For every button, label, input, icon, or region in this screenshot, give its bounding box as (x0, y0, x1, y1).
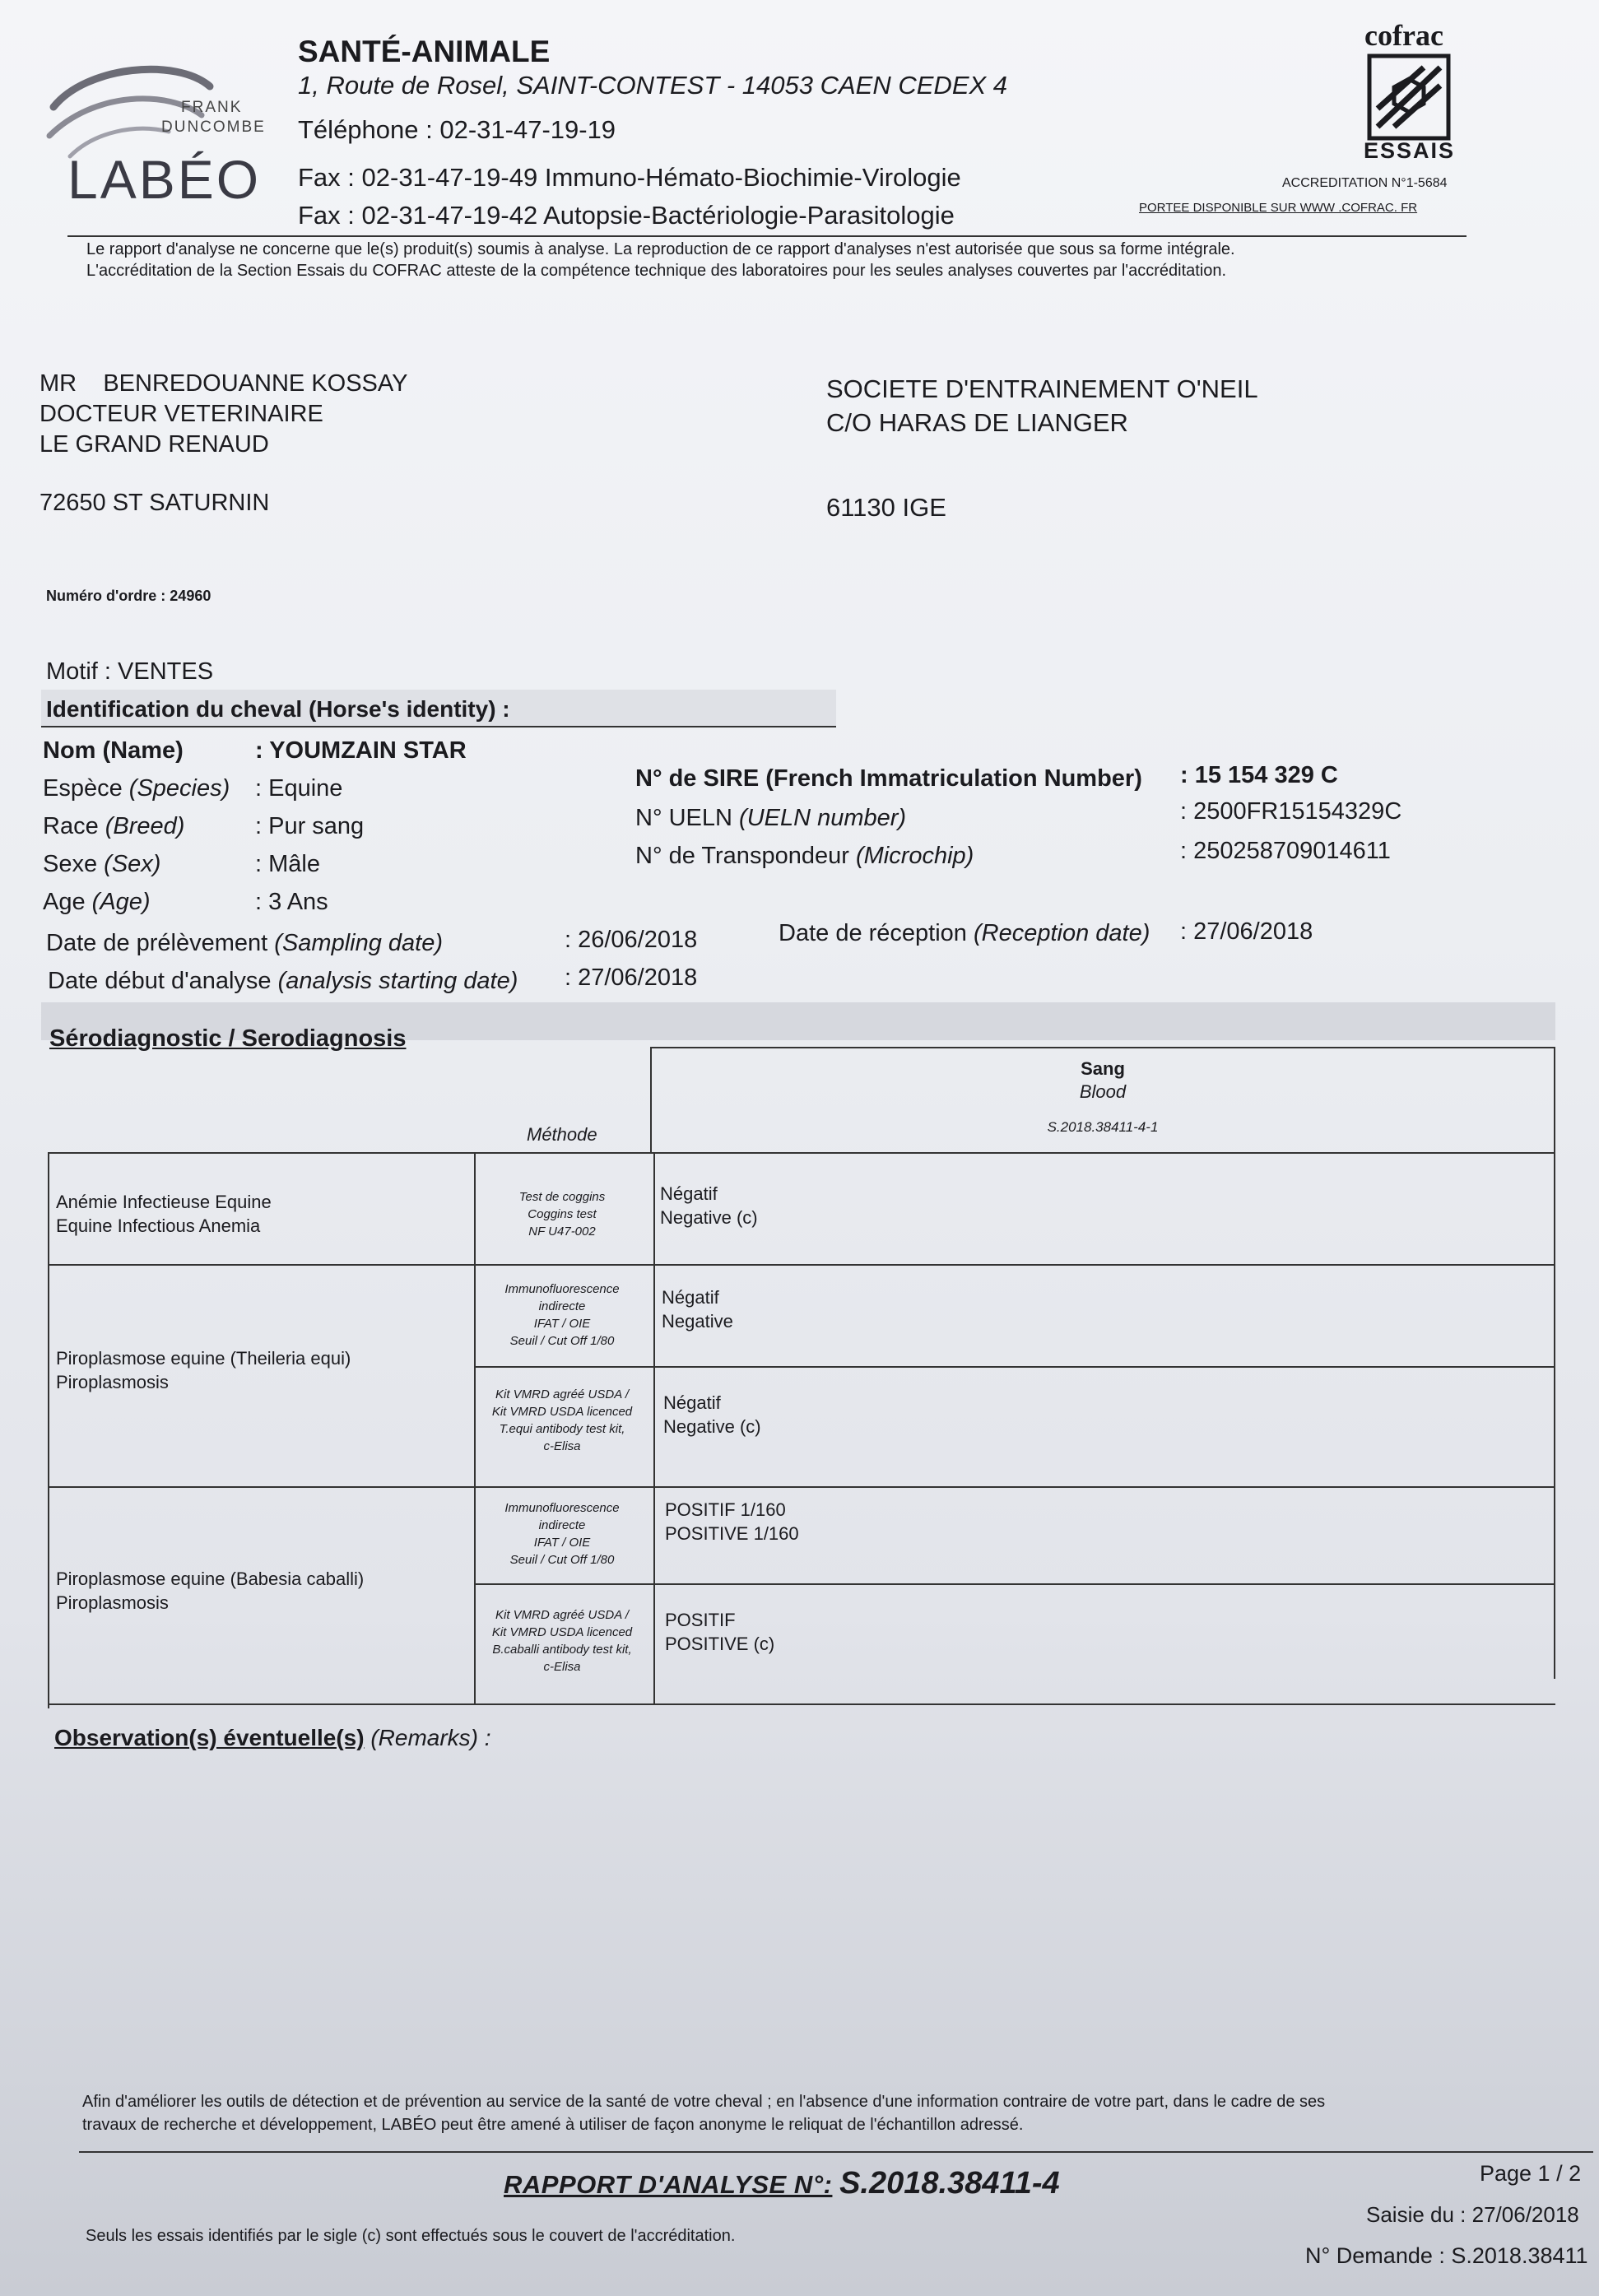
table-row (56, 1567, 364, 1615)
method-cell (477, 1386, 647, 1455)
recipient-line-3: LE GRAND RENAUD (40, 431, 269, 458)
lab-title: SANTÉ-ANIMALE (298, 35, 551, 68)
reception-label-en: (Reception date) (974, 920, 1150, 946)
method-line: c-Elisa (543, 1439, 581, 1453)
result-en: Negative (c) (660, 1207, 758, 1228)
sample-header: Sang (1081, 1058, 1125, 1079)
disclaimer-line-1: Le rapport d'analyse ne concerne que le(s) produit(s) soumis à analyse. La reproduction de ce rapport d'analyses n'est autorisée que sous sa forme intégrale. (86, 240, 1235, 258)
method-line: indirecte (538, 1518, 586, 1532)
method-line: IFAT / OIE (533, 1536, 591, 1550)
recipient-line-1: MR BENREDOUANNE KOSSAY (40, 370, 408, 397)
sire-value: : 15 154 329 C (1180, 762, 1338, 788)
method-cell (477, 1188, 647, 1240)
test-name-en: Piroplasmosis (56, 1372, 169, 1392)
sample-header-en: Blood (1079, 1081, 1127, 1102)
test-name-fr: Piroplasmose equine (Theileria equi) (56, 1348, 351, 1369)
report-number (504, 2166, 1060, 2201)
lab-address: 1, Route de Rosel, SAINT-CONTEST - 14053 CAEN CEDEX 4 (298, 71, 1008, 100)
sampling-label-en: (Sampling date) (274, 930, 443, 956)
method-header: Méthode (527, 1124, 597, 1145)
method-cell (477, 1606, 647, 1676)
method-line: Kit VMRD agréé USDA / (495, 1387, 629, 1401)
name-label: Nom (Name) (43, 737, 184, 764)
method-line: c-Elisa (543, 1660, 581, 1674)
start-label-fr: Date début d'analyse (48, 968, 272, 994)
method-line: Kit VMRD USDA licenced (491, 1405, 633, 1419)
footer-note-line-2: travaux de recherche et développement, LABÉO peut être amené à utiliser de façon anonyme le reliquat de l'échantillon adressé. (82, 2116, 1024, 2134)
result-en: Negative (c) (663, 1416, 761, 1437)
cofrac-essais: ESSAIS (1364, 138, 1456, 163)
result-en: POSITIVE (c) (665, 1634, 775, 1654)
result-cell (660, 1182, 758, 1229)
reception-date-value: : 27/06/2018 (1180, 918, 1313, 945)
owner-line-1: SOCIETE D'ENTRAINEMENT O'NEIL (826, 374, 1258, 403)
lab-fax-1: Fax : 02-31-47-19-49 Immuno-Hémato-Biochimie-Virologie (298, 163, 961, 192)
recipient-line-4: 72650 ST SATURNIN (40, 490, 270, 516)
age-label (43, 889, 151, 916)
remarks-label-en: (Remarks) : (370, 1725, 491, 1750)
ueln-value: : 2500FR15154329C (1180, 798, 1402, 825)
identity-title: Identification du cheval (Horse's identity) : (46, 696, 510, 722)
breed-label-en: (Breed) (105, 813, 185, 839)
test-name-fr: Piroplasmose equine (Babesia caballi) (56, 1569, 365, 1589)
sampling-date-value: : 26/06/2018 (565, 927, 698, 953)
lab-fax-2: Fax : 02-31-47-19-42 Autopsie-Bactériologie-Parasitologie (298, 201, 955, 230)
motif: Motif : VENTES (46, 658, 214, 685)
method-line: Immunofluorescence (504, 1282, 620, 1296)
breed-label-fr: Race (43, 813, 99, 839)
result-cell (665, 1498, 799, 1545)
result-cell (662, 1285, 733, 1333)
transponder-label-fr: N° de Transpondeur (635, 843, 849, 869)
cofrac-emblem-icon (1366, 51, 1452, 142)
header-rule (67, 235, 1467, 237)
sex-label-fr: Sexe (43, 851, 98, 877)
saisie-date: Saisie du : 27/06/2018 (1366, 2202, 1579, 2227)
owner-line-2: C/O HARAS DE LIANGER (826, 408, 1128, 437)
result-en: POSITIVE 1/160 (665, 1523, 799, 1544)
age-label-en: (Age) (91, 889, 151, 915)
method-line: Coggins test (528, 1207, 597, 1221)
species-value: : Equine (255, 775, 343, 802)
brand-frank: FRANK (181, 99, 243, 116)
ueln-label-fr: N° UELN (635, 805, 732, 831)
test-name-en: Piroplasmosis (56, 1592, 169, 1613)
method-line: Kit VMRD USDA licenced (491, 1625, 633, 1639)
sire-label: N° de SIRE (French Immatriculation Number) (635, 765, 1142, 792)
start-label-en: (analysis starting date) (277, 968, 518, 994)
method-line: B.caballi antibody test kit, (492, 1643, 632, 1657)
demande-number: N° Demande : S.2018.38411 (1305, 2243, 1588, 2268)
method-cell (477, 1499, 647, 1569)
brand-duncombe: DUNCOMBE (161, 119, 266, 136)
method-line: T.equi antibody test kit, (499, 1422, 625, 1436)
ueln-label (635, 805, 906, 832)
method-line: IFAT / OIE (533, 1317, 591, 1331)
result-en: Negative (662, 1311, 733, 1332)
start-date-value: : 27/06/2018 (565, 964, 698, 991)
accreditation-note: Seuls les essais identifiés par le sigle (c) sont effectués sous le couvert de l'accréditation. (86, 2227, 736, 2245)
transponder-label (635, 843, 974, 870)
ueln-label-en: (UELN number) (739, 805, 907, 831)
sex-label (43, 851, 160, 878)
remarks-label (54, 1725, 491, 1751)
age-label-fr: Age (43, 889, 86, 915)
method-line: NF U47-002 (528, 1225, 596, 1239)
species-label (43, 775, 230, 802)
portee-link[interactable]: PORTEE DISPONIBLE SUR WWW .COFRAC. FR (1139, 201, 1418, 215)
table-row (56, 1346, 351, 1394)
result-fr: POSITIF 1/160 (665, 1499, 786, 1520)
method-line: Seuil / Cut Off 1/80 (509, 1553, 615, 1567)
recipient-line-2: DOCTEUR VETERINAIRE (40, 401, 323, 427)
owner-address (826, 372, 1258, 524)
brand-labeo: LABÉO (67, 149, 262, 210)
method-line: Immunofluorescence (504, 1501, 620, 1515)
sampling-label-fr: Date de prélèvement (46, 930, 268, 956)
sex-label-en: (Sex) (104, 851, 161, 877)
result-fr: Négatif (662, 1287, 719, 1308)
method-line: Seuil / Cut Off 1/80 (509, 1334, 615, 1348)
result-cell (663, 1391, 761, 1438)
start-date-label (48, 968, 518, 995)
species-label-en: (Species) (128, 775, 230, 802)
report-number-value: S.2018.38411-4 (839, 2166, 1060, 2201)
footer-note (82, 2090, 1597, 2136)
page-number: Page 1 / 2 (1480, 2161, 1582, 2186)
serology-title: Sérodiagnostic / Serodiagnosis (49, 1025, 407, 1052)
result-fr: Négatif (663, 1392, 721, 1413)
method-line: Test de coggins (518, 1190, 606, 1204)
remarks-label-fr: Observation(s) éventuelle(s) (54, 1725, 365, 1750)
test-name-en: Equine Infectious Anemia (56, 1215, 261, 1236)
footer-rule (79, 2151, 1593, 2153)
lab-phone: Téléphone : 02-31-47-19-19 (298, 115, 616, 144)
name-value: : YOUMZAIN STAR (255, 737, 467, 764)
method-cell (477, 1280, 647, 1350)
method-line: indirecte (538, 1299, 586, 1313)
sampling-date-label (46, 930, 443, 957)
breed-label (43, 813, 184, 840)
test-name-fr: Anémie Infectieuse Equine (56, 1192, 272, 1212)
sample-id: S.2018.38411-4-1 (1047, 1119, 1159, 1135)
accreditation-number: ACCREDITATION N°1-5684 (1282, 176, 1448, 190)
table-row (56, 1190, 272, 1238)
footer-note-line-1: Afin d'améliorer les outils de détection et de prévention au service de la santé de votre cheval ; en l'absence d'une information contraire de votre part, dans le cadre de ses (82, 2093, 1326, 2111)
cofrac-word: cofrac (1364, 19, 1443, 52)
sex-value: : Mâle (255, 851, 320, 877)
disclaimer-line-2: L'accréditation de la Section Essais du COFRAC atteste de la compétence technique des laboratoires pour les seules analyses couvertes par l'accréditation. (86, 262, 1227, 280)
age-value: : 3 Ans (255, 889, 328, 915)
transponder-label-en: (Microchip) (855, 843, 974, 869)
breed-value: : Pur sang (255, 813, 365, 839)
recipient-address (40, 369, 407, 518)
transponder-value: : 250258709014611 (1180, 838, 1391, 864)
report-label: RAPPORT D'ANALYSE N°: (504, 2170, 833, 2199)
result-cell (665, 1608, 774, 1656)
reception-label-fr: Date de réception (779, 920, 967, 946)
owner-line-3: 61130 IGE (826, 493, 946, 522)
result-fr: Négatif (660, 1183, 718, 1204)
result-fr: POSITIF (665, 1610, 736, 1630)
method-line: Kit VMRD agréé USDA / (495, 1608, 629, 1622)
reception-date-label (779, 920, 1150, 947)
species-label-fr: Espèce (43, 775, 123, 802)
order-number: Numéro d'ordre : 24960 (46, 588, 211, 604)
